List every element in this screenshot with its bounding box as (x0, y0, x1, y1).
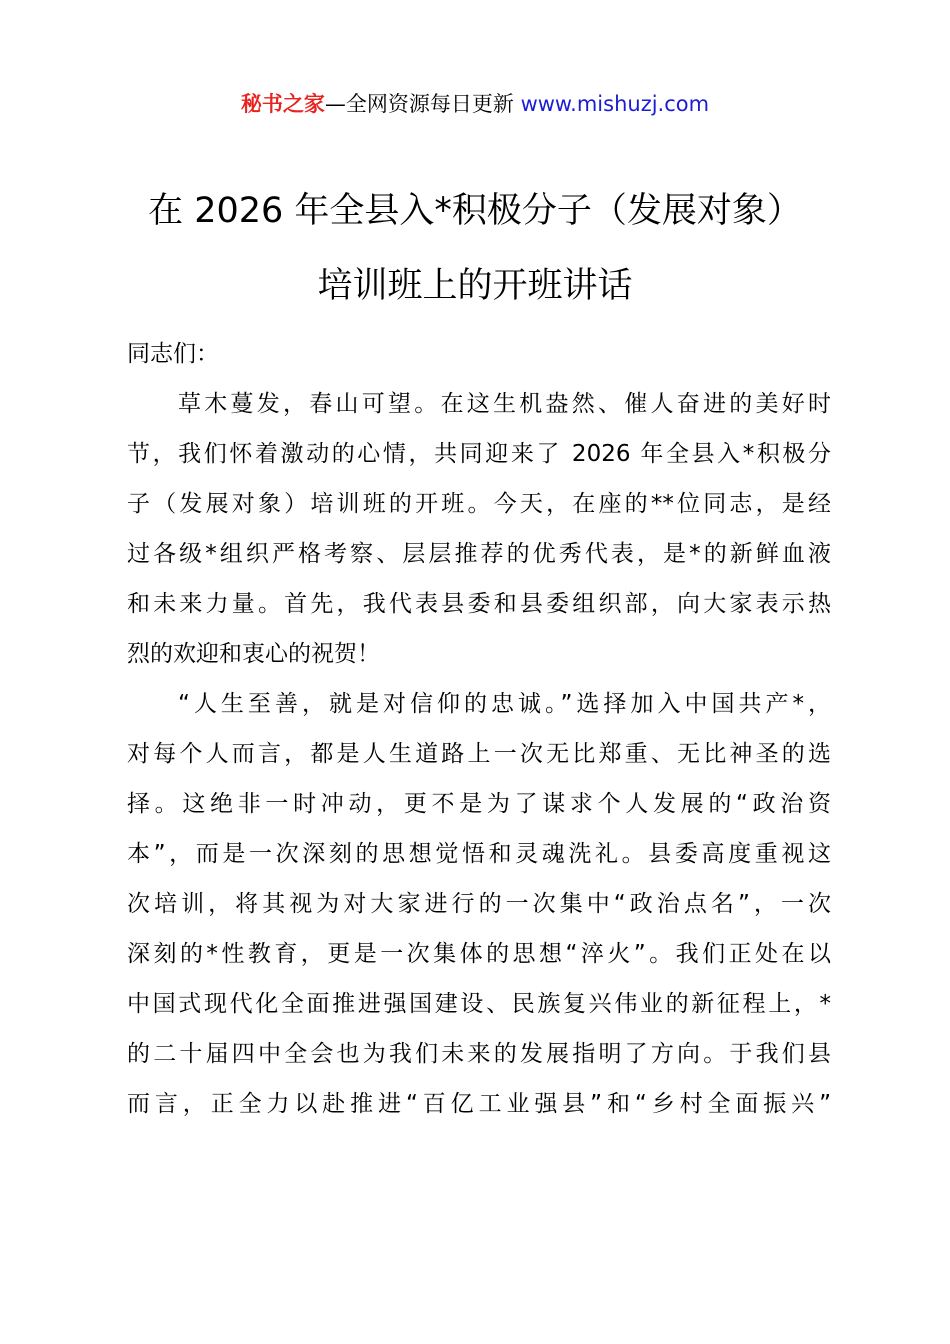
text-line: 子（发展对象）培训班的开班。今天，在座的**位同志，是经 (127, 491, 831, 517)
text-line: 而言，正全力以赴推进“百亿工业强县”和“乡村全面振兴” (127, 1091, 831, 1117)
text-line: 深刻的*性教育，更是一次集体的思想“淬火”。我们正处在以 (127, 941, 831, 967)
text-line: 烈的欢迎和衷心的祝贺！ (127, 641, 380, 667)
text-line: 的二十届四中全会也为我们未来的发展指明了方向。于我们县 (127, 1041, 831, 1067)
paragraph-2 (127, 679, 831, 1129)
text-line: 和未来力量。首先，我代表县委和县委组织部，向大家表示热 (127, 591, 831, 617)
document-title-line-2: 培训班上的开班讲话 (317, 266, 633, 306)
text-line: 节，我们怀着激动的心情，共同迎来了 2026 年全县入*积极分 (127, 441, 831, 467)
text-line: 过各级*组织严格考察、层层推荐的优秀代表，是*的新鲜血液 (127, 541, 831, 567)
header-slogan: —全网资源每日更新 (324, 92, 521, 116)
paragraph-1 (127, 379, 831, 679)
site-url-link[interactable]: www.mishuzj.com (520, 92, 710, 116)
text-line: 对每个人而言，都是人生道路上一次无比郑重、无比神圣的选 (127, 741, 831, 767)
salutation: 同志们： (127, 341, 219, 367)
document-title-line-1: 在 2026 年全县入*积极分子（发展对象） (148, 191, 802, 231)
text-line: 中国式现代化全面推进强国建设、民族复兴伟业的新征程上，* (127, 991, 831, 1017)
text-line: 择。这绝非一时冲动，更不是为了谋求个人发展的“政治资 (127, 791, 831, 817)
text-line: 次培训，将其视为对大家进行的一次集中“政治点名”，一次 (127, 891, 831, 917)
site-header (0, 88, 950, 118)
text-line: 草木蔓发，春山可望。在这生机盎然、催人奋进的美好时 (178, 391, 831, 417)
text-line: 本”，而是一次深刻的思想觉悟和灵魂洗礼。县委高度重视这 (127, 841, 831, 867)
document-body (127, 329, 831, 1129)
text-line: “人生至善，就是对信仰的忠诚。”选择加入中国共产*， (178, 691, 831, 717)
brand-name: 秘书之家 (240, 92, 325, 116)
